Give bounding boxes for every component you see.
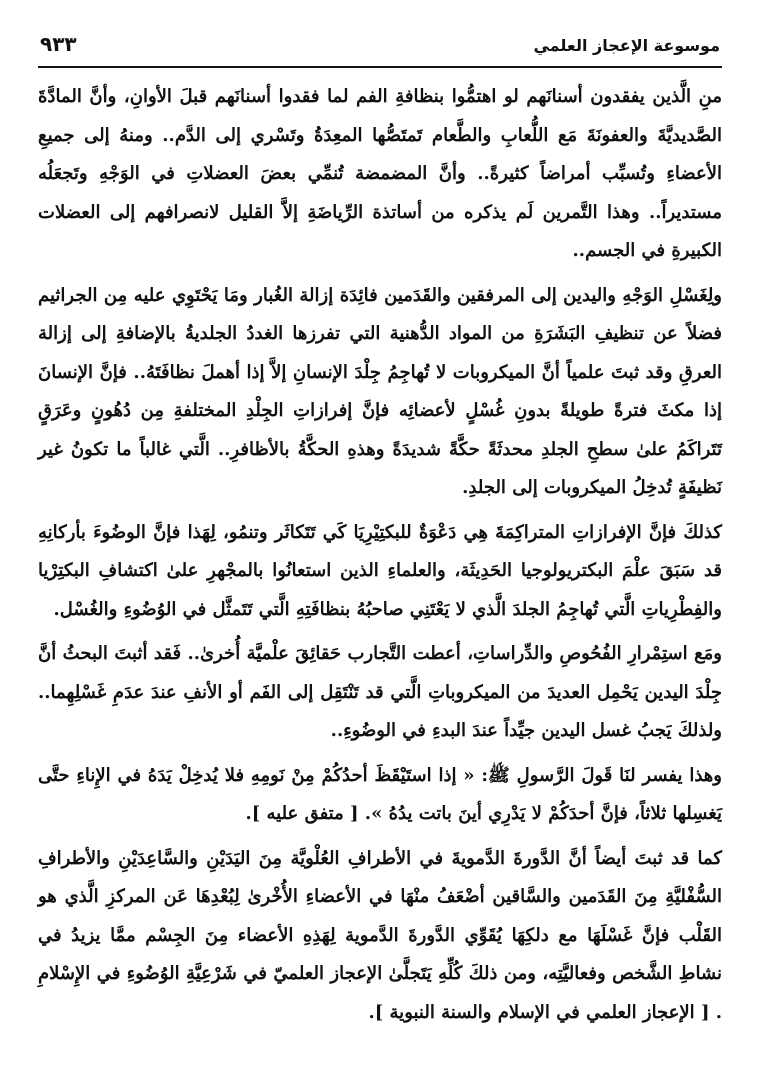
page-header [38,22,722,68]
paragraph-washing-face-hands: ولِغَسْلِ الوَجْهِ واليدين إلى المرفقين والقَدَمين فائِدَة إزالة الغُبار ومَا يَحْتَوِي عليه مِن الجراثيم فضلاً عن تنظيفِ البَشَرَةِ من المواد الدُّهنية التي تفرزها الغددُ الجلديةُ بالإضافةِ إلى إزالة العرقِ وقد ثبتَ علمياً أنَّ الميكروبات لا تُهاجِمُ جِلْدَ الإنسانِ إلاَّ إذا أهملَ نظافَتَهُ.. فإنَّ الإنسانَ إذا مكثَ فترةً طويلةً بدونِ غُسْلٍ لأعضائِه فإنَّ إفرازاتِ الجِلْدِ المختلفةِ مِن دُهُونٍ وعَرَقٍ تَتَراكَمُ علىٰ سطحِ الجلدِ محدثَةً حكَّةً شديدَةً وهذهِ الحكَّةُ بالأظافرِ.. الَّتي غالباً ما تكونُ غير نَظيفَةٍ تُدخِلُ الميكروبات إلى الجلدِ. [38,284,722,498]
book-title: موسوعة الإعجاز العلمي [533,36,720,55]
paragraph-research-findings: ومَع استِمْرارِ الفُحُوصِ والدِّراساتِ، أعطت التَّجارب حَقائِقَ علْميَّة أُخرىٰ.. فَقد أثبتَ البحثُ أنَّ جِلْدَ اليدين يَحْمِل العديدَ من الميكروباتِ الَّتي قد تَنْتَقِل إلى الفَم أو الأنفِ عندَ عدَمِ غَسْلِهِما.. ولذلكَ يَجبُ غسل اليدين جيِّداً عندَ البدءِ في الوضُوءِ.. [38,643,722,741]
page-body [38,68,722,1032]
paragraph-hadith: وهذا يفسر لنَا قَولَ الرَّسولِ ﷺ: « إذا استَيْقَظَ أحدُكُمْ مِنْ نَومِهِ فلا يُدخِلْ يَدَهُ في الإِناءِ حتَّى يَغسِلها ثلاثاً، فإنَّ أحدَكُمْ لا يَدْرِي أينَ باتت يدُهُ ». [ متفق عليه ]. [38,764,722,824]
paragraph-bacteria-secretions: كذلكَ فإنَّ الإفرازاتِ المتراكِمَةَ هِي دَعْوَةٌ للبكتِيْرِيَا كَي تَتَكاثَر وتنمُو، لِهَذا فإنَّ الوضُوءَ بأركانِهِ قد سَبَقَ علْمَ البكتريولوجيا الحَدِيثَة، والعلماءِ الذين استعانُوا بالمجْهرِ علىٰ اكتشافِ البكتِرْيا والفِطْرِياتِ الَّتي تُهاجِمُ الجلدَ الَّذي لا يَعْتَنِي صاحبُهُ بنظافَتِهِ الَّتي تَتَمثَّل في الوُضُوءِ والغُسْل. [38,521,722,620]
paragraph-blood-circulation: كما قد ثبتَ أيضاً أنَّ الدَّورةَ الدَّمويةَ في الأطرافِ العُلْويَّة مِنَ اليَدَيْنِ والسَّاعِدَيْنِ والأطرافِ السُّفْليَّةِ مِنَ القَدَمين والسَّاقين أضْعَفُ منْهَا في الأعضاءِ الأُخْرىٰ لِبُعْدِهَا عَن المركزِ الَّذي هو القَلْب فإنَّ غَسْلَهَا مع دلكِهَا يُقَوِّي الدَّورةَ الدَّموية لِهَذِهِ الأعضاء مِنَ الجِسْم ممَّا يزيدُ في نشاطِ الشَّخص وفعاليَّتِه، ومن ذلكَ كُلِّهِ يَتَجلَّىٰ الإعجاز العلميّ في شَرْعِيَّةِ الوُضُوءِ في الإِسْلامِ . [ الإعجاز العلمي في الإسلام والسنة النبوية ]. [38,847,722,1023]
document-page [38,22,722,1038]
page-number: ٩٣٣ [40,32,77,56]
paragraph-mouth-hygiene: منِ الَّذين يفقدون أسنانَهم لو اهتمُّوا بنظافةِ الفم لما فقدوا أسنانَهم قبلَ الأوانِ، وأنَّ المادَّةَ الصَّديديَّةَ والعفونَةَ مَع اللُّعابِ والطَّعام تَمتَصُّها المعِدَةُ وتَسْري إلى الدَّم.. ومنهُ إلى جميعِ الأعضاءِ وتُسبِّب أمراضاً كثيرةً.. وأنَّ المضمضة تُنمِّي بعضَ العضلاتِ في الوَجْهِ وتَجعَلُه مستديراً.. وهذا التَّمرين لَم يذكره من أساتذة الرِّياضَةِ إلاَّ القليل لانصرافهم إلى العضلات الكبيرةِ في الجسم.. [38,86,722,261]
